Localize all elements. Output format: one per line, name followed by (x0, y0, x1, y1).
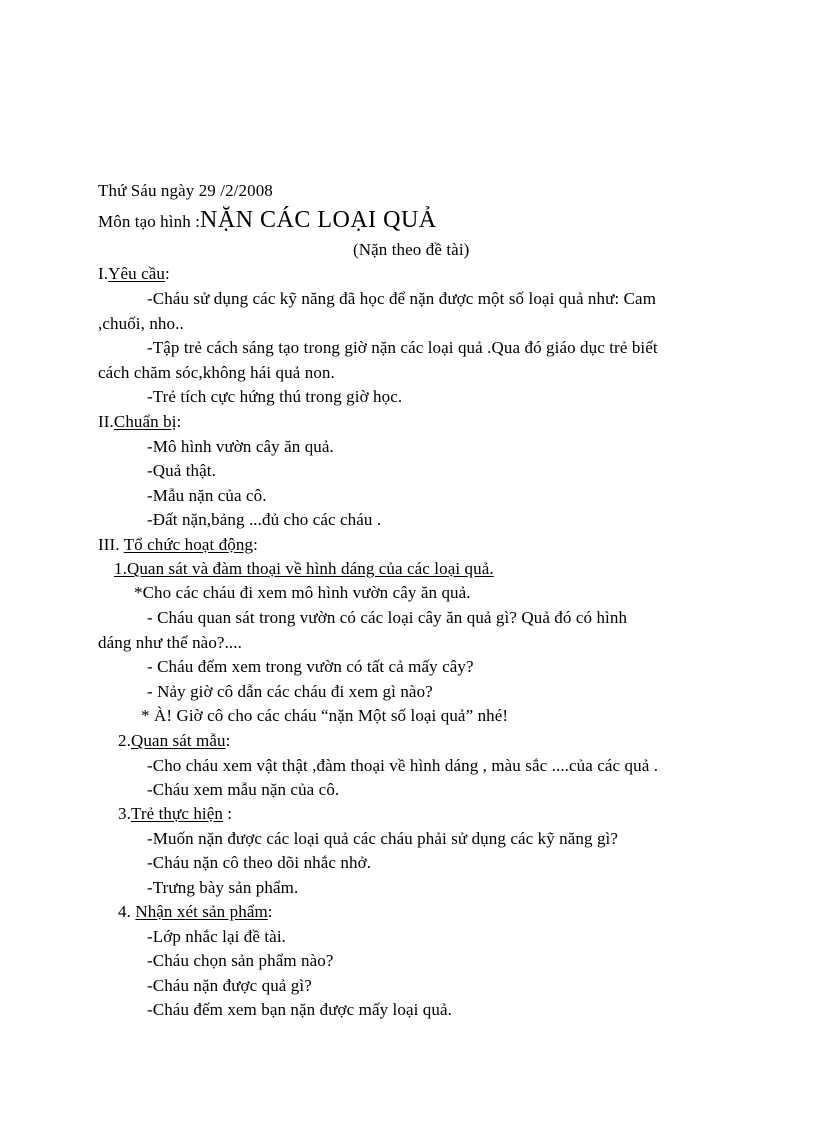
paragraph-line: -Cháu xem mẫu nặn của cô. (147, 780, 340, 799)
step3-heading (118, 805, 232, 822)
subject-label: Môn tạo hình : (98, 212, 200, 231)
section-number: III. (98, 535, 124, 554)
section-title: Yêu cầu (108, 264, 165, 283)
step-title: Trẻ thực hiện (130, 804, 223, 823)
paragraph-line: -Cháu sử dụng các kỹ năng đã học để nặn được một số loại quả như: Cam (147, 289, 657, 308)
paragraph-line: - Nảy giờ cô dẫn các cháu đi xem gì nào? (147, 682, 433, 701)
paragraph-line: -Cháu chọn sản phẩm nào? (147, 951, 334, 970)
paragraph-line: -Lớp nhắc lại đề tài. (147, 927, 287, 946)
lesson-subtitle: (Nặn theo đề tài) (353, 240, 470, 259)
step4-heading (118, 903, 273, 920)
paragraph-line: cách chăm sóc,không hái quả non. (98, 363, 335, 382)
section-title: Chuẩn bị (113, 412, 177, 431)
paragraph-line: - Cháu quan sát trong vườn có các loại cây ăn quả gì? Quả đó có hình (147, 608, 628, 627)
paragraph-line: -Muốn nặn được các loại quả các cháu phải sử dụng các kỹ năng gì? (147, 829, 619, 848)
step-number: 4. (118, 902, 136, 921)
section-colon: : (253, 535, 258, 554)
paragraph-line: dáng như thế nào?.... (98, 633, 242, 652)
paragraph-line: -Tập trẻ cách sáng tạo trong giờ nặn các loại quả .Qua đó giáo dục trẻ biết (147, 338, 658, 357)
step2-heading (118, 732, 230, 749)
lesson-title: NẶN CÁC LOẠI QUẢ (199, 207, 437, 233)
step-number: 2. (118, 731, 131, 750)
date-line: Thứ Sáu ngày 29 /2/2008 (98, 181, 273, 200)
step1-heading: 1.Quan sát và đàm thoại về hình dáng của các loại quả. (114, 559, 494, 578)
page-title (98, 208, 437, 232)
step-colon: : (267, 902, 273, 921)
section-title: Tổ chức hoạt động (123, 535, 254, 554)
paragraph-line: -Cháu nặn được quả gì? (147, 976, 312, 995)
section-heading-preparation (98, 413, 181, 430)
step-colon: : (225, 731, 231, 750)
paragraph-line: * À! Giờ cô cho các cháu “nặn Một số loại quả” nhé! (141, 706, 509, 725)
section-colon: : (176, 412, 182, 431)
paragraph-line: -Cháu nặn cô theo dõi nhắc nhở. (147, 853, 372, 872)
section-number: II. (98, 412, 114, 431)
paragraph-line: - Cháu đếm xem trong vườn có tất cả mấy cây? (147, 657, 474, 676)
list-item: -Quả thật. (147, 461, 216, 480)
paragraph-line: -Cho cháu xem vật thật ,đàm thoại về hình dáng , màu sắc ....của các quả . (147, 756, 659, 775)
list-item: -Mô hình vườn cây ăn quả. (147, 437, 334, 456)
step-title: Nhận xét sản phẩm (135, 902, 268, 921)
paragraph-line: -Trẻ tích cực hứng thú trong giờ học. (147, 387, 403, 406)
paragraph-line: -Cháu đếm xem bạn nặn được mấy loại quả. (147, 1000, 452, 1019)
list-item: -Đất nặn,bảng ...đủ cho các cháu . (147, 510, 382, 529)
step-title: Quan sát mẫu (130, 731, 226, 750)
paragraph-line: -Trưng bày sản phẩm. (147, 878, 299, 897)
step-number: 3. (118, 804, 131, 823)
section-heading-requirements (98, 265, 170, 282)
section-number: I. (98, 264, 109, 283)
list-item: -Mẫu nặn của cô. (147, 486, 267, 505)
section-heading-activities (98, 536, 258, 553)
paragraph-line: ,chuối, nho.. (98, 314, 184, 333)
section-colon: : (165, 264, 170, 283)
step-colon: : (223, 804, 233, 823)
paragraph-line: *Cho các cháu đi xem mô hình vườn cây ăn quả. (134, 583, 471, 602)
